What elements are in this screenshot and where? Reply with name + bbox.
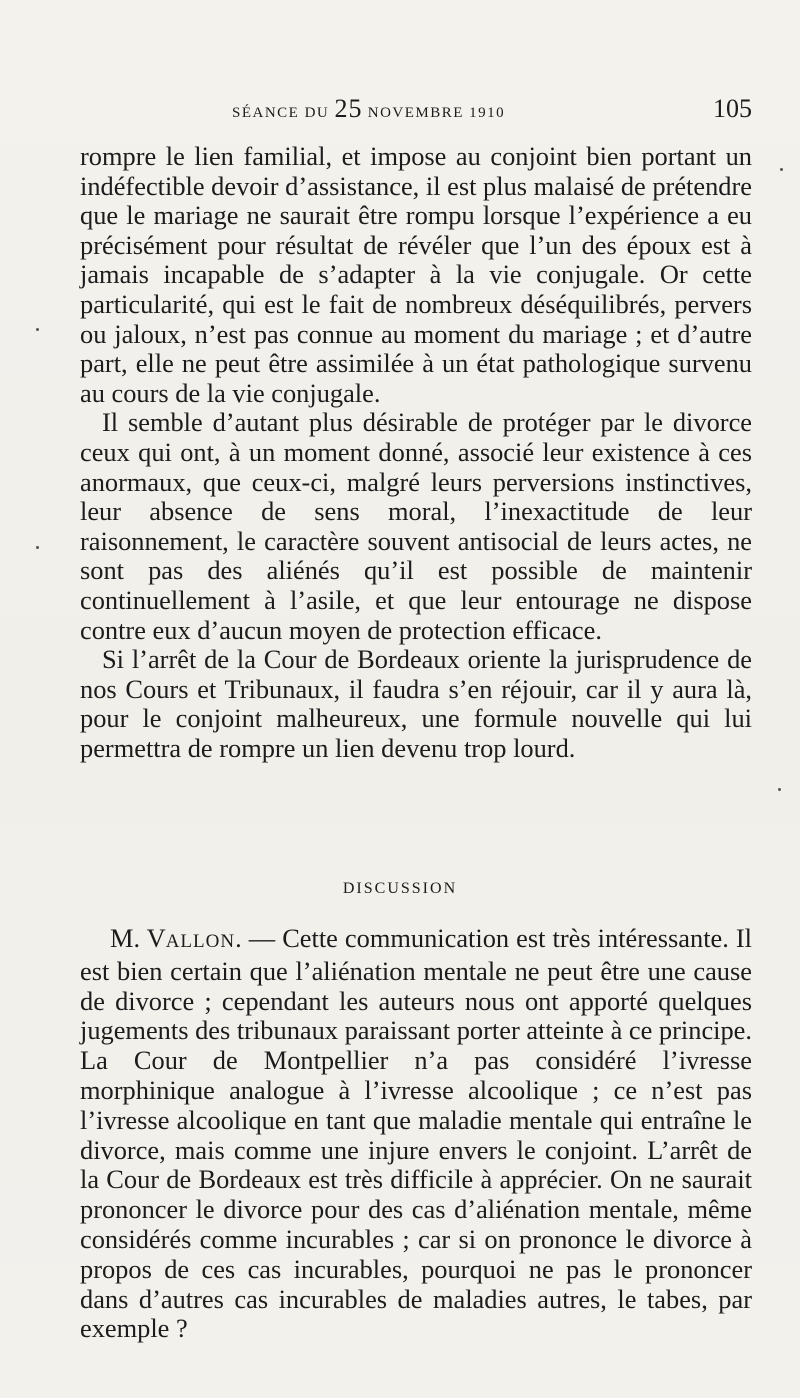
header-title-prefix: SÉANCE DU <box>232 105 335 121</box>
paragraph: Il semble d’autant plus désirable de protéger par le divorce ceux qui ont, à un moment donné, associé leur existence à ces anormaux, que ceux-ci, malgré leurs perversions instinctives, leur absence de sens moral, l’inexactitude de leur raisonnement, le caractère souvent antisocial de leurs actes, ne sont pas des aliénés qu’il est possible de maintenir continuellement à l’asile, et que leur entourage ne dispose contre eux d’aucun moyen de protection efficace. <box>80 407 752 645</box>
discussion-body: Cette communication est très intéressante. Il est bien certain que l’aliénation mentale ne peut être une cause de divorce ; cependant les auteurs nous ont apporté quelques jugements des tribunaux paraissant porter atteinte à ce principe. La Cour de Montpellier n’a pas considéré l’ivresse morphinique analogue à l’ivresse alcoolique ; ce n’est pas l’ivresse alcoolique en tant que maladie mentale qui entraîne le divorce, mais comme une injure envers le conjoint. L’arrêt de la Cour de Bordeaux est très difficile à apprécier. On ne saurait prononcer le divorce pour des cas d’aliénation mentale, même considérés comme incurables ; car si on prononce le divorce à propos de ces cas incurables, pourquoi ne pas le prononcer dans d’autres cas incurables de maladies autres, le tabes, par exemple ? <box>80 923 753 1344</box>
print-speck <box>778 788 781 791</box>
header-title-suffix: NOVEMBRE 1910 <box>362 105 506 121</box>
discussion-paragraph <box>80 924 752 1344</box>
print-speck <box>780 168 783 171</box>
header-day: 25 <box>334 94 363 123</box>
speaker-name <box>110 923 235 953</box>
print-speck <box>36 328 39 331</box>
discussion-text <box>80 924 752 1344</box>
speaker-initial: V <box>146 923 166 953</box>
running-header <box>80 94 752 130</box>
paragraph: Si l’arrêt de la Cour de Bordeaux oriente la jurisprudence de nos Cours et Tribunaux, il faudra s’en réjouir, car il y aura là, pour le conjoint malheureux, une formule nouvelle qui lui permettra de rompre un lien devenu trop lourd. <box>80 644 752 763</box>
speaker-dash: . — <box>235 923 283 953</box>
print-speck <box>36 546 39 549</box>
speaker-rest: ALLON <box>165 931 236 952</box>
header-title <box>232 94 505 124</box>
page-number: 105 <box>713 94 752 123</box>
main-text <box>80 142 752 763</box>
section-heading: DISCUSSION <box>342 880 458 897</box>
paragraph-continued: rompre le lien familial, et impose au conjoint bien portant un indéfectible devoir d’assistance, il est plus malaisé de prétendre que le mariage ne saurait être rompu lorsque l’expérience a eu précisément pour résultat de révéler que l’un des époux est à jamais incapable de s’adapter à la vie conjugale. Or cette particularité, qui est le fait de nombreux déséquilibrés, pervers ou jaloux, n’est pas connue au moment du mariage ; et d’autre part, elle ne peut être assimilée à un état pathologique survenu au cours de la vie conjugale. <box>80 141 752 408</box>
speaker-title: M. <box>110 923 147 953</box>
